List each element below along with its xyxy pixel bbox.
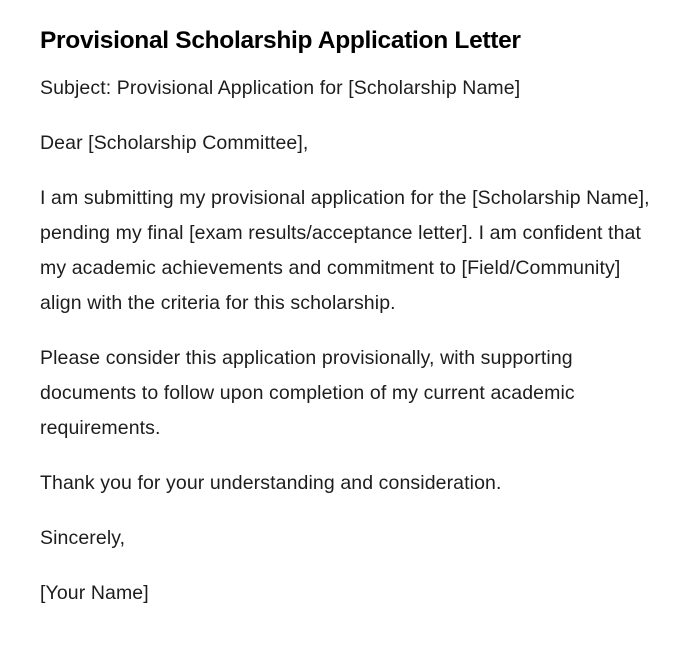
body-paragraph-1: I am submitting my provisional application for the [Scholarship Name], pending my final [exam results/acceptance letter]. I am confident that my academic achievements and commitment to [Field/Community] align with the criteria for this scholarship. — [40, 187, 650, 314]
closing-line: Sincerely, — [40, 527, 126, 549]
thanks-line: Thank you for your understanding and consideration. — [40, 472, 502, 494]
salutation: Dear [Scholarship Committee], — [40, 132, 309, 154]
letter-document — [40, 24, 650, 631]
body-paragraph-2: Please consider this application provisionally, with supporting documents to follow upon completion of my current academic requirements. — [40, 347, 575, 439]
document-title: Provisional Scholarship Application Letter — [40, 27, 521, 54]
signature-name: [Your Name] — [40, 582, 149, 604]
subject-line: Subject: Provisional Application for [Scholarship Name] — [40, 77, 521, 99]
